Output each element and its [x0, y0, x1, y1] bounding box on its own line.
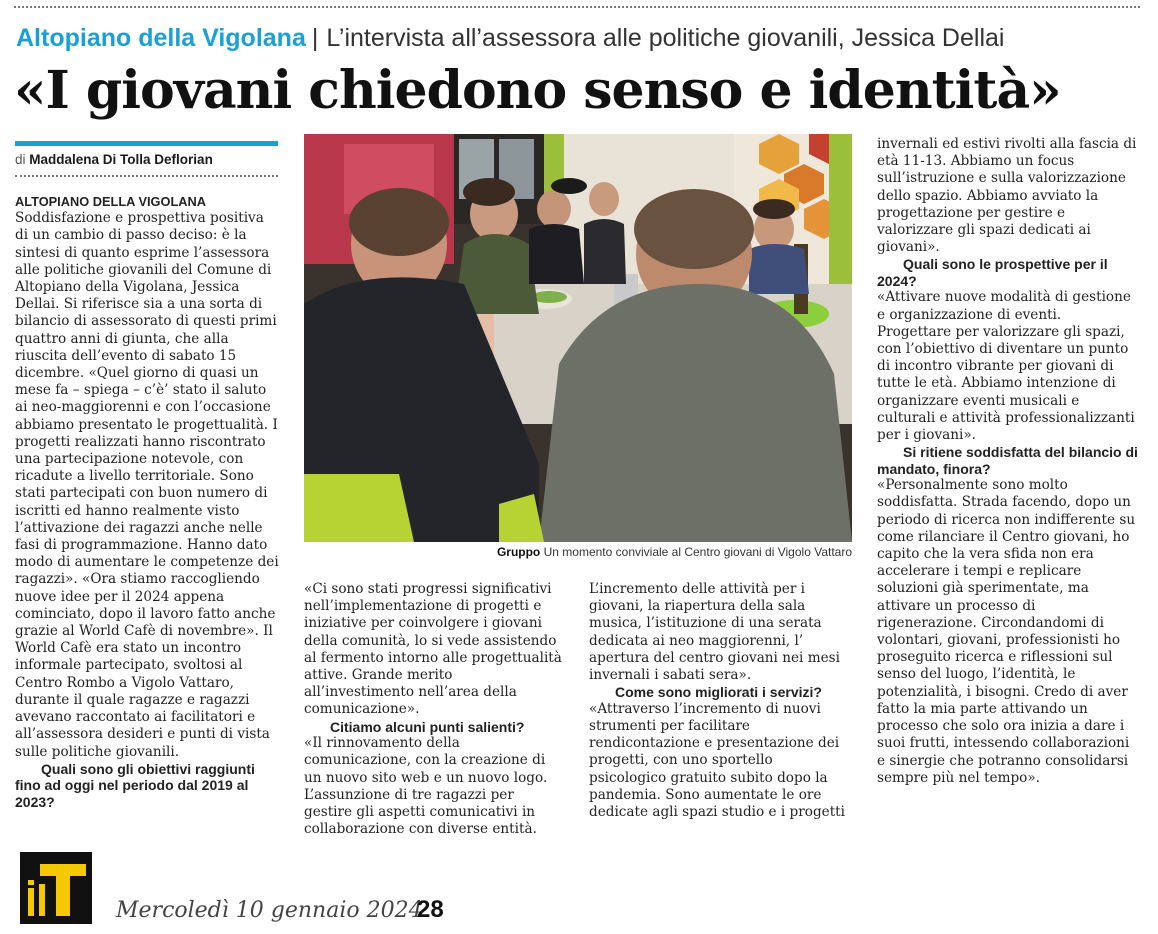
kicker [16, 24, 1004, 53]
body-text: invernali ed estivi rivolti alla fascia di età 11-13. Abbiamo un focus sull’istruzione e sulla valorizzazione dello spazio. Abbiamo avviato la progettazione per gestire e valorizzare gli spazi dedicati ai giovani». [877, 136, 1137, 256]
headline: «I giovani chiedono senso e identità» [14, 60, 1061, 121]
byline-accent-bar [15, 141, 278, 146]
body-text: «Personalmente sono molto soddisfatta. Strada facendo, dopo un periodo di ricerca non indifferente su come rilanciare il Centro giovani, ho capito che la vera sfida non era accelerare i tempi e replicare soluzioni già sperimentate, ma attivare un processo di rigenerazione. Circondandomi di volontari, giovani, professionisti ho proseguito ricerca e riflessioni sul senso del luogo, l’identità, le potenzialità, i bisogni. Credo di aver fatto la mia parte attivando un processo che solo ora inizia a dare i suoi frutti, intessendo collaborazioni e sinergie che potranno consolidarsi sempre più nel tempo». [877, 477, 1136, 786]
question-1: Quali sono gli obiettivi raggiunti fino ad oggi nel periodo dal 2019 al 2023? [15, 760, 255, 810]
body-text: «Il rinnovamento della comunicazione, con la creazione di un nuovo sito web e un nuovo logo. L’assunzione di tre ragazzi per gestire gli aspetti comunicativi in collaborazione con diverse entità. [304, 735, 548, 838]
newspaper-logo [20, 852, 92, 924]
article-column-4 [877, 136, 1139, 787]
issue-date: Mercoledì 10 gennaio 2024 [116, 898, 423, 923]
article-column-3 [589, 581, 849, 821]
body-text: L’incremento delle attività per i giovani, la riapertura della sala musica, l’istituzione di una serata dedicata ai neo maggiorenni, l’ apertura del centro giovani nei mesi invernali i sabati sera». [589, 581, 840, 684]
body-text: «Attivare nuove modalità di gestione e organizzazione di eventi. Progettare per valorizzare gli spazi, con l’obiettivo di diventare un punto di incontro vibrante per giovani di tutte le età. Abbiamo intenzione di organizzare eventi musicali e culturali e attività professionalizzanti per i giovani». [877, 289, 1135, 444]
caption-label: Gruppo [496, 545, 541, 559]
dateline: ALTOPIANO DELLA VIGOLANA [15, 194, 207, 209]
top-rule [14, 6, 1140, 8]
section-label: Altopiano della Vigolana [16, 24, 306, 52]
byline-rule [15, 175, 278, 177]
caption-text: Un momento conviviale al Centro giovani di Vigolo Vattaro [543, 545, 852, 559]
kicker-subtitle: L’intervista all’assessora alle politiche giovanili, Jessica Dellai [326, 24, 1005, 52]
question-2: Citiamo alcuni punti salienti? [330, 718, 525, 735]
photo-caption [304, 545, 852, 559]
kicker-separator: | [311, 24, 319, 52]
question-3: Come sono migliorati i servizi? [615, 684, 822, 701]
question-4: Quali sono le prospettive per il 2024? [877, 256, 1108, 289]
group-photo-illustration [304, 134, 852, 542]
question-5: Si ritiene soddisfatta del bilancio di mandato, finora? [877, 444, 1138, 477]
il-t-logo-icon [20, 852, 92, 924]
page-number: 28 [417, 896, 444, 923]
body-text: Soddisfazione e prospettiva positiva di un cambio di passo deciso: è la sintesi di quanto esprime l’assessora alle politiche giovanili del Comune di Altopiano della Vigolana, Jessica Dellai. Si riferisce sia a una sorta di bilancio di assessorato di questi primi quattro anni di giunta, che alla riuscita dell’evento di sabato 15 dicembre. «Quel giorno di quasi un mese fa – spiega – c’è’ stato il saluto ai neo-maggiorenni e con l’occasione abbiamo presentato le progettualità. I progetti realizzati hanno riscontrato una partecipazione notevole, con ricadute a livello territoriale. Sono stati partecipati con buon numero di iscritti ed hanno realmente visto l’attivazione dei ragazzi anche nelle fasi di programmazione. Hanno dato modo di aumentare le competenze dei ragazzi». «Ora stiamo raccogliendo nuove idee per il 2024 appena cominciato, dopo il lavoro fatto anche grazie al World Cafè di novembre». Il World Cafè era stato un incontro informale partecipato, svoltosi al Centro Rombo a Vigolo Vattaro, durante il quale ragazze e ragazzi avevano raccontato ai facilitatori e all’assessora desideri e punti di vista sulle politiche giovanili. [15, 210, 279, 760]
article-photo [304, 134, 852, 542]
byline-author: Maddalena Di Tolla Deflorian [29, 152, 213, 167]
byline [15, 152, 213, 167]
byline-prefix: di [15, 152, 26, 167]
body-text: «Attraverso l’incremento di nuovi strumenti per facilitare rendicontazione e presentazione dei progetti, con uno sportello psicologico gratuito subito dopo la pandemia. Sono aumentate le ore dedicate agli spazi studio e i progetti [589, 700, 845, 820]
article-column-1 [15, 193, 280, 810]
body-text: «Ci sono stati progressi significativi nell’implementazione di progetti e iniziative per coinvolgere i giovani della comunità, lo si vede assistendo al fermento intorno alle progettualità attive. Grande merito all’investimento nell’area della comunicazione». [304, 581, 562, 718]
article-column-2 [304, 581, 562, 838]
